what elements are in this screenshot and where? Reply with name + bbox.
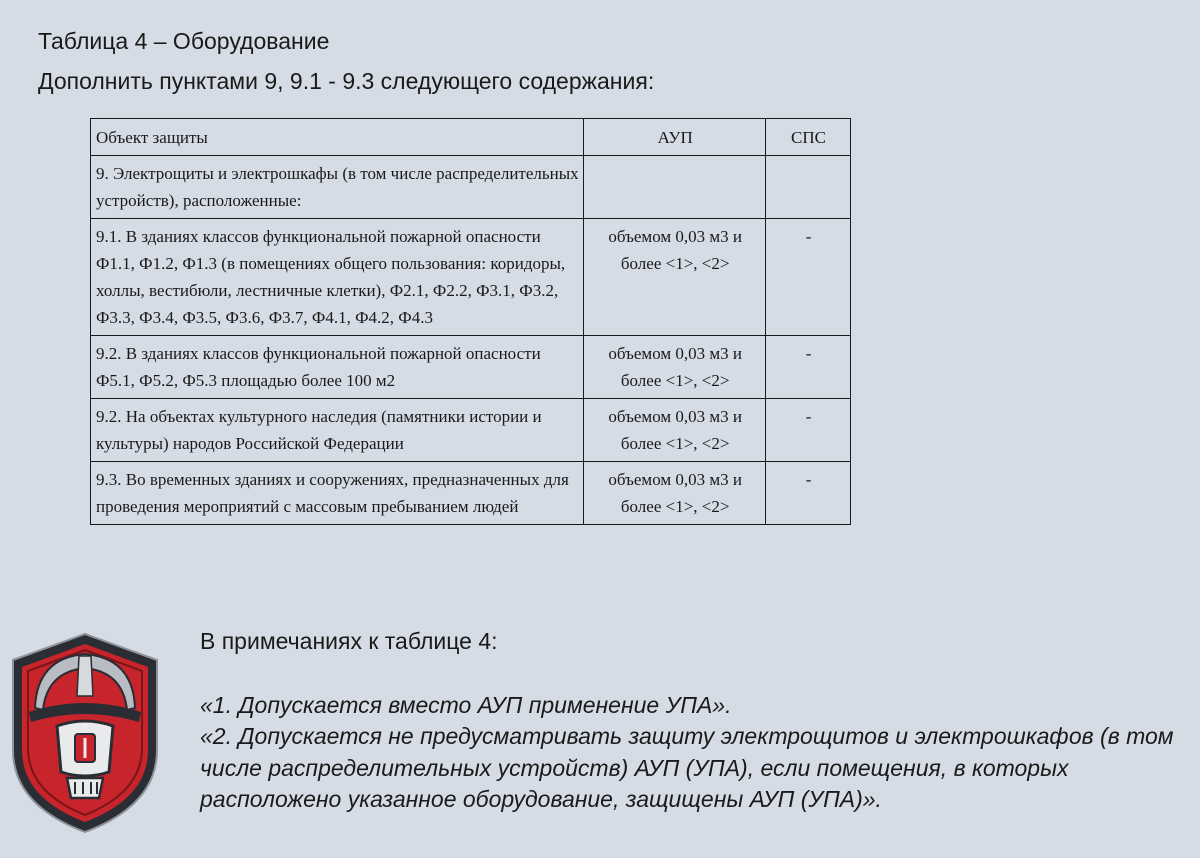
table-row [91, 219, 851, 336]
aup-cell [584, 156, 766, 219]
aup-cell: объемом 0,03 м3 и более <1>, <2> [584, 219, 766, 336]
object-cell: 9.2. В зданиях классов функциональной пожарной опасности Ф5.1, Ф5.2, Ф5.3 площадью более 100 м2 [91, 336, 584, 399]
notes-heading: В примечаниях к таблице 4: [200, 628, 498, 654]
aup-cell: объемом 0,03 м3 и более <1>, <2> [584, 336, 766, 399]
firefighter-helmet-shield-logo [5, 630, 165, 835]
column-header-aup: АУП [584, 119, 766, 156]
object-cell: 9.3. Во временных зданиях и сооружениях, предназначенных для проведения мероприятий с массовым пребыванием людей [91, 462, 584, 525]
aup-cell: объемом 0,03 м3 и более <1>, <2> [584, 462, 766, 525]
sps-cell [766, 156, 851, 219]
aup-cell: объемом 0,03 м3 и более <1>, <2> [584, 399, 766, 462]
table-row [91, 156, 851, 219]
table-row [91, 399, 851, 462]
page-subtitle: Дополнить пунктами 9, 9.1 - 9.3 следующего содержания: [38, 68, 655, 94]
column-header-sps: СПС [766, 119, 851, 156]
page-title: Таблица 4 – Оборудование [38, 28, 330, 54]
sps-cell: - [766, 399, 851, 462]
object-cell: 9. Электрощиты и электрошкафы (в том числе распределительных устройств), расположенные: [91, 156, 584, 219]
note-2: «2. Допускается не предусматривать защиту электрощитов и электрошкафов (в том числе распределительных устройств) АУП (УПА), если помещения, в которых расположено указанное оборудование, защищены АУП (УПА)». [200, 723, 1174, 812]
sps-cell: - [766, 462, 851, 525]
sps-cell: - [766, 336, 851, 399]
table-notes [200, 626, 1180, 816]
sps-cell: - [766, 219, 851, 336]
column-header-object: Объект защиты [91, 119, 584, 156]
object-cell: 9.1. В зданиях классов функциональной пожарной опасности Ф1.1, Ф1.2, Ф1.3 (в помещениях общего пользования: коридоры, холлы, вестибюли, лестничные клетки), Ф2.1, Ф2.2, Ф3.1, Ф3.2, Ф3.3, Ф3.4, Ф3.5, Ф3.6, Ф3.7, Ф4.1, Ф4.2, Ф4.3 [91, 219, 584, 336]
equipment-table [90, 118, 851, 525]
note-1: «1. Допускается вместо АУП применение УПА». [200, 691, 732, 718]
table-row [91, 462, 851, 525]
table-row [91, 336, 851, 399]
object-cell: 9.2. На объектах культурного наследия (памятники истории и культуры) народов Российской Федерации [91, 399, 584, 462]
table-header-row [91, 119, 851, 156]
